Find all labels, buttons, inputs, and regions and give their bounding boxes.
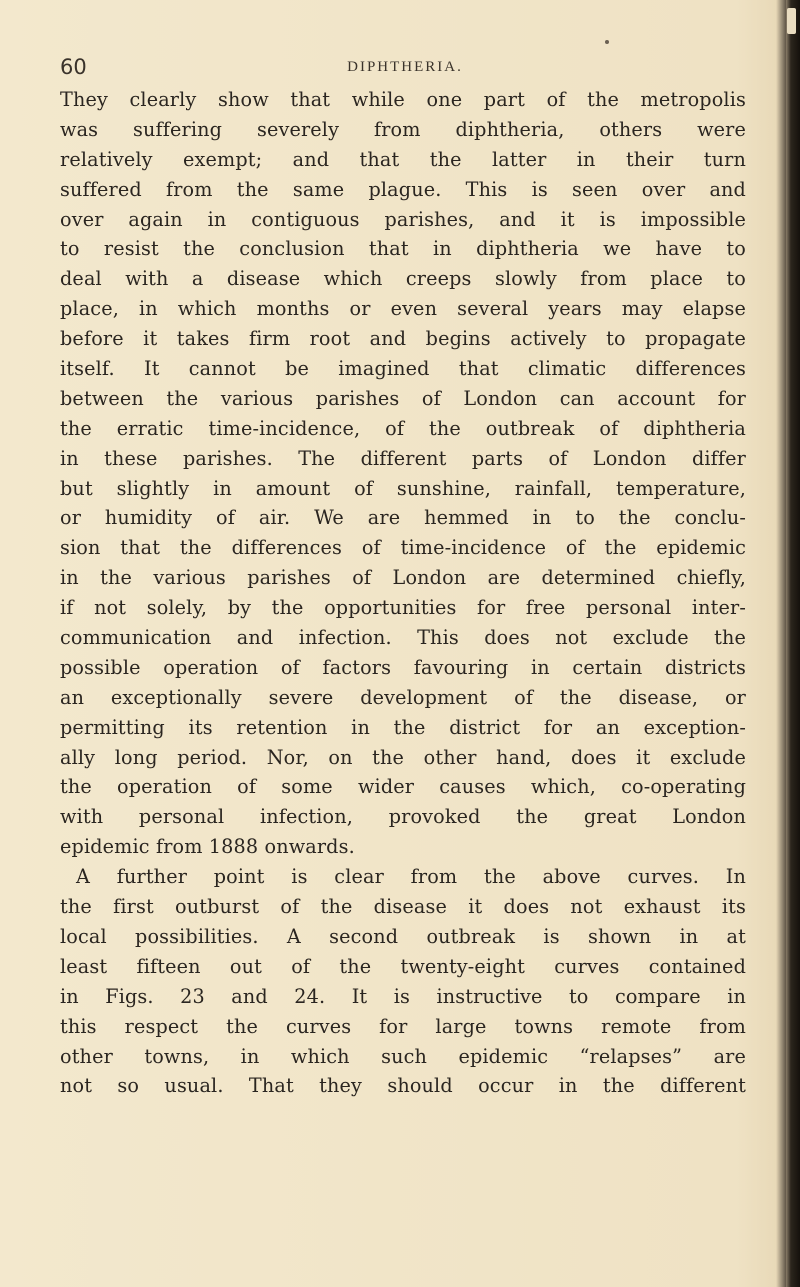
text-line: ally long period. Nor, on the other hand, does it exclude <box>60 745 746 769</box>
spine-notch <box>787 8 796 34</box>
paragraph-end-line: epidemic from 1888 onwards. <box>60 835 355 859</box>
text-line: in Figs. 23 and 24. It is instructive to compare in <box>60 984 746 1008</box>
running-title: DIPHTHERIA. <box>347 59 463 75</box>
paragraph-start-line: A further point is clear from the above curves. In <box>76 865 746 889</box>
text-line: in the various parishes of London are determined chiefly, <box>60 566 746 590</box>
text-line: They clearly show that while one part of the metropolis <box>60 88 746 111</box>
text-line: an exceptionally severe development of the disease, or <box>60 685 746 709</box>
page-header <box>60 55 750 79</box>
text-line: suffered from the same plague. This is seen over and <box>60 177 746 201</box>
text-line: local possibilities. A second outbreak is shown in at <box>60 924 746 948</box>
text-line: place, in which months or even several years may elapse <box>60 297 746 321</box>
print-speck <box>605 40 609 44</box>
page-number: 60 <box>60 55 87 79</box>
text-line: was suffering severely from diphtheria, others were <box>60 117 746 141</box>
text-line: to resist the conclusion that in diphtheria we have to <box>60 237 746 261</box>
text-line: not so usual. That they should occur in the different <box>60 1074 746 1098</box>
text-line: communication and infection. This does not exclude the <box>60 626 746 650</box>
text-line: the erratic time-incidence, of the outbreak of diphtheria <box>60 416 746 440</box>
text-line: itself. It cannot be imagined that climatic differences <box>60 357 746 381</box>
text-line: least fifteen out of the twenty-eight curves contained <box>60 954 746 978</box>
text-line: over again in contiguous parishes, and it is impossible <box>60 207 746 231</box>
text-line: sion that the differences of time-incidence of the epidemic <box>60 536 746 560</box>
text-line: deal with a disease which creeps slowly from place to <box>60 267 746 291</box>
book-spine-edge <box>786 0 800 1287</box>
body-text <box>60 85 746 1101</box>
text-line: possible operation of factors favouring in certain districts <box>60 655 746 679</box>
text-line: permitting its retention in the district for an exception- <box>60 715 746 739</box>
text-line: other towns, in which such epidemic “relapses” are <box>60 1044 746 1068</box>
text-line: or humidity of air. We are hemmed in to the conclu- <box>60 506 746 530</box>
text-line: if not solely, by the opportunities for free personal inter- <box>60 596 746 620</box>
text-line: with personal infection, provoked the great London <box>60 805 746 829</box>
text-line: the operation of some wider causes which, co-operating <box>60 775 746 799</box>
text-line: relatively exempt; and that the latter in their turn <box>60 147 746 171</box>
text-line: in these parishes. The different parts of London differ <box>60 446 746 470</box>
text-line: between the various parishes of London can account for <box>60 386 746 410</box>
text-line: before it takes firm root and begins actively to propagate <box>60 327 746 351</box>
text-line: the first outburst of the disease it does not exhaust its <box>60 895 746 919</box>
text-line: this respect the curves for large towns remote from <box>60 1014 746 1038</box>
text-line: but slightly in amount of sunshine, rainfall, temperature, <box>60 476 746 500</box>
